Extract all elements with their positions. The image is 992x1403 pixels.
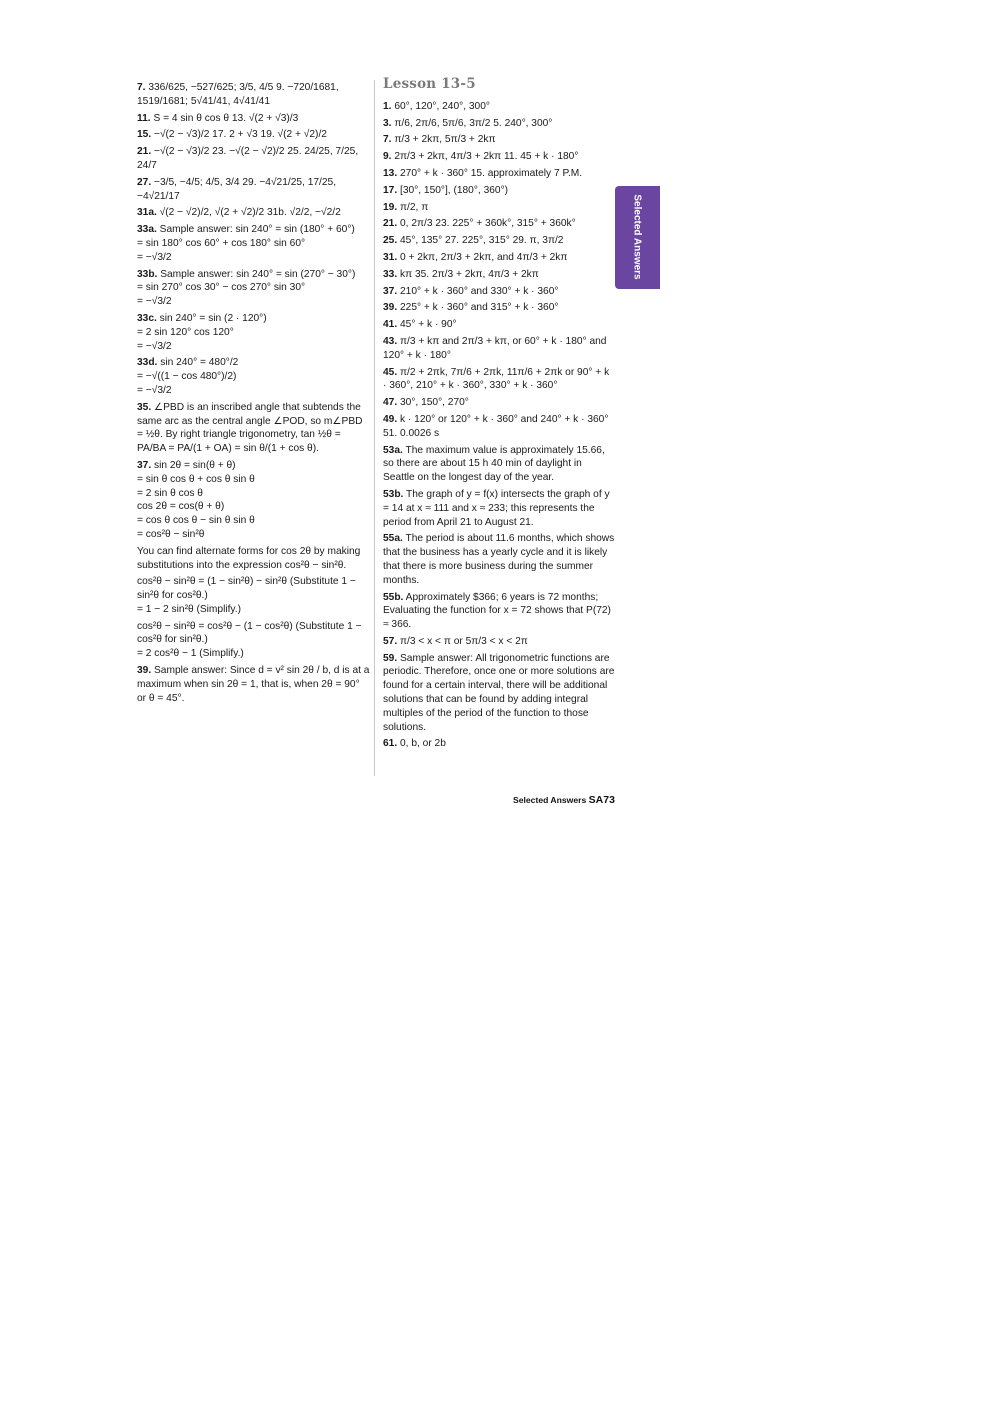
answer-line: = 2 cos²θ − 1 (Simplify.) — [137, 648, 244, 660]
answer-line: 7. π/3 + 2kπ, 5π/3 + 2kπ — [383, 134, 496, 146]
answer-line: 1. 60°, 120°, 240°, 300° — [383, 100, 490, 112]
answer-line: 33d. sin 240° = 480°/2 — [137, 357, 239, 369]
answer-line: 7. 336/625, −527/625; 3/5, 4/5 9. −720/1681, 1519/1681; 5√41/41, 4√41/41 — [137, 82, 339, 107]
answer-line: 31. 0 + 2kπ, 2π/3 + 2kπ, and 4π/3 + 2kπ — [383, 251, 568, 263]
answer-line: You can find alternate forms for cos 2θ by making substitutions into the expression cos²θ − sin²θ. — [137, 545, 361, 571]
answer-line: 43. π/3 + kπ and 2π/3 + kπ, or 60° + k · 180° and 120° + k · 180° — [383, 335, 607, 361]
answer-line: 25. 45°, 135° 27. 225°, 315° 29. π, 3π/2 — [383, 235, 564, 247]
answer-line: = 2 sin 120° cos 120° — [137, 326, 234, 338]
answer-line: 61. 0, b, or 2b — [383, 738, 446, 750]
answer-line: 33. kπ 35. 2π/3 + 2kπ, 4π/3 + 2kπ — [383, 268, 539, 280]
answer-line: 15. −√(2 − √3)/2 17. 2 + √3 19. √(2 + √2)/2 — [137, 129, 327, 141]
answer-line: = sin θ cos θ + cos θ sin θ — [137, 473, 255, 485]
answer-line: 41. 45° + k · 90° — [383, 319, 457, 331]
answer-line: 19. π/2, π — [383, 201, 429, 213]
answer-line: 35. ∠PBD is an inscribed angle that subtends the same arc as the central angle ∠POD, so m∠PBD = ½θ. By right triangle trigonometry, tan ½θ = PA/BA = PA/(1 + OA) = sin θ/(1 + cos θ). — [137, 401, 363, 455]
left-answer-column — [137, 78, 371, 705]
answer-line: 37. sin 2θ = sin(θ + θ) — [137, 459, 236, 471]
answer-line: 53b. The graph of y = f(x) intersects the graph of y = 14 at x ≈ 111 and x ≈ 233; this represents the period from April 21 to August 21. — [383, 488, 610, 528]
answer-line: = sin 180° cos 60° + cos 180° sin 60° — [137, 237, 306, 249]
section-side-tab — [615, 186, 660, 289]
answer-line: = cos²θ − sin²θ — [137, 528, 205, 540]
answer-line: 3. π/6, 2π/6, 5π/6, 3π/2 5. 240°, 300° — [383, 117, 553, 129]
answer-line: 47. 30°, 150°, 270° — [383, 397, 469, 409]
answer-line: 33c. sin 240° = sin (2 · 120°) — [137, 312, 267, 324]
answer-line: 33a. Sample answer: sin 240° = sin (180° + 60°) — [137, 224, 355, 236]
answer-line: = sin 270° cos 30° − cos 270° sin 30° — [137, 282, 306, 294]
answer-line: 45. π/2 + 2πk, 7π/6 + 2πk, 11π/6 + 2πk or 90° + k · 360°, 210° + k · 360°, 330° + k · 360° — [383, 366, 610, 392]
right-answer-column — [383, 78, 615, 751]
answer-line: cos²θ − sin²θ = cos²θ − (1 − cos²θ) (Substitute 1 − cos²θ for sin²θ.) — [137, 620, 362, 646]
answer-line: 9. 2π/3 + 2kπ, 4π/3 + 2kπ 11. 45 + k · 180° — [383, 151, 579, 163]
answer-line: 55a. The period is about 11.6 months, which shows that the business has a yearly cycle and it is likely that there is more business during the summer months. — [383, 533, 615, 586]
page-number: SA73 — [588, 794, 615, 806]
answer-line: 39. 225° + k · 360° and 315° + k · 360° — [383, 302, 559, 314]
answer-line: = −√3/2 — [137, 384, 172, 396]
answer-line: = −√3/2 — [137, 340, 172, 352]
answer-line: 57. π/3 < x < π or 5π/3 < x < 2π — [383, 635, 528, 647]
answer-line: = 1 − 2 sin²θ (Simplify.) — [137, 603, 241, 615]
answer-line: 55b. Approximately $366; 6 years is 72 months; Evaluating the function for x = 72 shows that P(72) ≈ 366. — [383, 591, 611, 631]
answer-line: 39. Sample answer: Since d = v² sin 2θ / b, d is at a maximum when sin 2θ = 1, that is, when 2θ = 90° or θ = 45°. — [137, 665, 370, 704]
column-divider — [374, 80, 375, 776]
answer-line: 13. 270° + k · 360° 15. approximately 7 P.M. — [383, 167, 583, 179]
answer-line: = −√3/2 — [137, 296, 172, 308]
lesson-heading: Lesson 13-5 — [383, 76, 476, 92]
answer-line: 59. Sample answer: All trigonometric functions are periodic. Therefore, once one or more solutions are found for a certain interval, there will be additional solutions that can be found by adding integral multiples of the period of the function to those solutions. — [383, 652, 615, 733]
answer-line: 31a. √(2 − √2)/2, √(2 + √2)/2 31b. √2/2, −√2/2 — [137, 207, 341, 219]
answer-line: = −√3/2 — [137, 251, 172, 263]
answer-line: 17. [30°, 150°], (180°, 360°) — [383, 184, 509, 196]
answer-line: = −√((1 − cos 480°)/2) — [137, 371, 237, 383]
answer-line: 33b. Sample answer: sin 240° = sin (270° − 30°) — [137, 268, 356, 280]
answer-line: = cos θ cos θ − sin θ sin θ — [137, 515, 255, 527]
lesson-answers — [383, 100, 615, 751]
answer-line: 49. k · 120° or 120° + k · 360° and 240° + k · 360° 51. 0.0026 s — [383, 413, 609, 439]
answer-line: 21. 0, 2π/3 23. 225° + 360k°, 315° + 360k° — [383, 218, 576, 230]
answer-line: 27. −3/5, −4/5; 4/5, 3/4 29. −4√21/25, 17/25, −4√21/17 — [137, 176, 337, 202]
footer-label: Selected Answers — [513, 795, 587, 805]
answer-line: 53a. The maximum value is approximately 15.66, so there are about 15 h 40 min of daylight in Seattle on the longest day of the year. — [383, 444, 605, 484]
answer-line: = 2 sin θ cos θ — [137, 487, 203, 499]
answer-line: cos²θ − sin²θ = (1 − sin²θ) − sin²θ (Substitute 1 − sin²θ for cos²θ.) — [137, 576, 356, 602]
answer-line: cos 2θ = cos(θ + θ) — [137, 501, 225, 513]
answer-line: 37. 210° + k · 360° and 330° + k · 360° — [383, 285, 559, 297]
answer-line: 21. −√(2 − √3)/2 23. −√(2 − √2)/2 25. 24/25, 7/25, 24/7 — [137, 146, 359, 171]
side-tab-label: Selected Answers — [631, 194, 643, 280]
page-footer — [513, 794, 615, 806]
answer-line: 11. S = 4 sin θ cos θ 13. √(2 + √3)/3 — [137, 112, 299, 124]
